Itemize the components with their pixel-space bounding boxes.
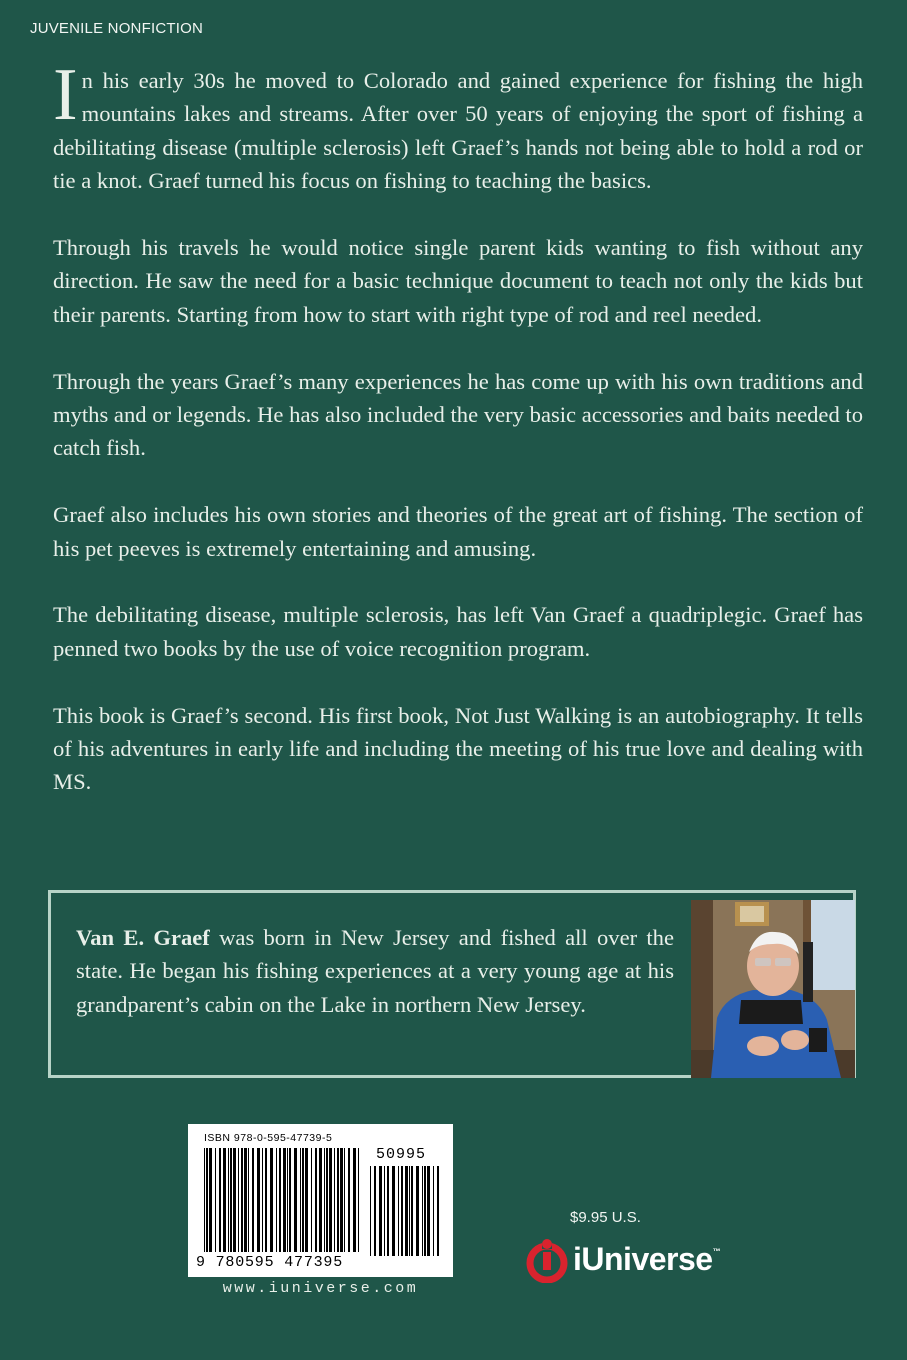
barcode-bar — [329, 1148, 332, 1252]
barcode-bar — [411, 1166, 413, 1256]
barcode-bar — [401, 1166, 403, 1256]
barcode-isbn-digits: 9 780595 477395 — [196, 1254, 344, 1271]
barcode-bar — [340, 1148, 343, 1252]
barcode-bar — [387, 1166, 389, 1256]
price: $9.95 U.S. — [570, 1209, 641, 1226]
barcode-bar — [300, 1148, 301, 1252]
barcode-bar — [398, 1166, 399, 1256]
barcode-bar — [384, 1166, 385, 1256]
publisher-logo — [525, 1233, 720, 1285]
barcode-bar — [326, 1148, 328, 1252]
barcode-bar — [262, 1148, 263, 1252]
barcode-bar — [348, 1148, 350, 1252]
barcode-bar — [392, 1166, 395, 1256]
category-label: JUVENILE NONFICTION — [30, 20, 203, 37]
barcode-bar — [228, 1148, 229, 1252]
barcode-bar — [319, 1148, 322, 1252]
barcode-bar — [324, 1148, 325, 1252]
author-name: Van E. Graef — [76, 925, 210, 950]
barcode-bar — [405, 1166, 408, 1256]
barcode-bar — [283, 1148, 286, 1252]
barcode-bar — [252, 1148, 254, 1252]
barcode-bar — [230, 1148, 232, 1252]
barcode-bar — [233, 1148, 236, 1252]
paragraph-6: This book is Graef’s second. His first book, Not Just Walking is an autobiography. It tells of his adventures in early life and including the meeting of his true love and dealing with MS. — [53, 702, 863, 795]
publisher-name — [573, 1241, 720, 1278]
author-bio-text: was born in New Jersey and fished all over the state. He began his fishing experiences at a very young age at his grandparent’s cabin on the Lake in northern New Jersey. — [76, 925, 674, 1017]
barcode-bar — [358, 1148, 359, 1252]
barcode-addon-number: 50995 — [376, 1146, 427, 1163]
barcode-bar — [409, 1166, 410, 1256]
barcode-bar — [311, 1148, 312, 1252]
barcode-bar — [305, 1148, 308, 1252]
publisher-website: www.iuniverse.com — [222, 1280, 419, 1297]
barcode-bar — [241, 1148, 243, 1252]
barcode-bar — [279, 1148, 281, 1252]
barcode-box — [188, 1124, 453, 1277]
iuniverse-logo-icon — [525, 1235, 569, 1283]
barcode-bar — [215, 1148, 216, 1252]
drop-cap: I — [53, 54, 78, 136]
barcode-bar — [206, 1148, 208, 1252]
barcode-bar — [287, 1148, 288, 1252]
barcode-bar — [370, 1166, 371, 1256]
barcode-bar — [248, 1148, 249, 1252]
paragraph-1 — [53, 54, 863, 198]
paragraph-5: The debilitating disease, multiple sclerosis, has left Van Graef a quadriplegic. Graef has penned two books by the use of voice recognition program. — [53, 602, 863, 661]
publisher-name-text: iUniverse — [573, 1240, 713, 1277]
barcode-bar — [276, 1148, 277, 1252]
description-text — [53, 54, 863, 832]
barcode-bar — [344, 1148, 345, 1252]
barcode-bar — [244, 1148, 247, 1252]
barcode-bar — [219, 1148, 221, 1252]
author-bio-box — [48, 890, 856, 1078]
barcode-bar — [265, 1148, 267, 1252]
paragraph-3: Through the years Graef’s many experiences he has come up with his own traditions and myths and or legends. He has also included the very basic accessories and baits needed to catch fish. — [53, 368, 863, 461]
barcode-bar — [257, 1148, 260, 1252]
barcode-bar — [315, 1148, 317, 1252]
barcode-bar — [302, 1148, 304, 1252]
barcode-bar — [353, 1148, 356, 1252]
barcode-bar — [334, 1148, 335, 1252]
barcode-bar — [416, 1166, 419, 1256]
barcode-bar — [422, 1166, 423, 1256]
barcode-bar — [204, 1148, 205, 1252]
paragraph-1-text: n his early 30s he moved to Colorado and gained experience for fishing the high mountains lakes and streams. After over 50 years of enjoying the sport of fishing a debilitating disease (multiple sclerosis) left Graef’s hands not being able to hold a rod or tie a knot. Graef turned his focus on fishing to teaching the basics. — [53, 68, 863, 194]
author-photo — [691, 900, 855, 1078]
barcode-bar — [270, 1148, 273, 1252]
paragraph-2: Through his travels he would notice single parent kids wanting to fish without any direction. He saw the need for a basic technique document to teach not only the kids but their parents. Starting from how to start with right type of rod and reel needed. — [53, 235, 863, 327]
author-photo-illustration — [691, 900, 855, 1078]
barcode-bar — [424, 1166, 426, 1256]
barcode-bar — [223, 1148, 226, 1252]
trademark-symbol: ™ — [712, 1246, 721, 1256]
barcode-bar — [337, 1148, 339, 1252]
barcode-bar — [433, 1166, 434, 1256]
barcode-bar — [427, 1166, 430, 1256]
barcode-bar — [209, 1148, 212, 1252]
barcode-bar — [379, 1166, 382, 1256]
barcode-bar — [374, 1166, 376, 1256]
barcode-bar — [289, 1148, 291, 1252]
isbn-label: ISBN 978-0-595-47739-5 — [204, 1132, 333, 1144]
author-bio — [76, 921, 674, 1021]
barcode-bar — [294, 1148, 297, 1252]
paragraph-4: Graef also includes his own stories and theories of the great art of fishing. The section of his pet peeves is extremely entertaining and amusing. — [53, 502, 863, 561]
barcode-bar — [238, 1148, 239, 1252]
barcode-bar — [437, 1166, 439, 1256]
